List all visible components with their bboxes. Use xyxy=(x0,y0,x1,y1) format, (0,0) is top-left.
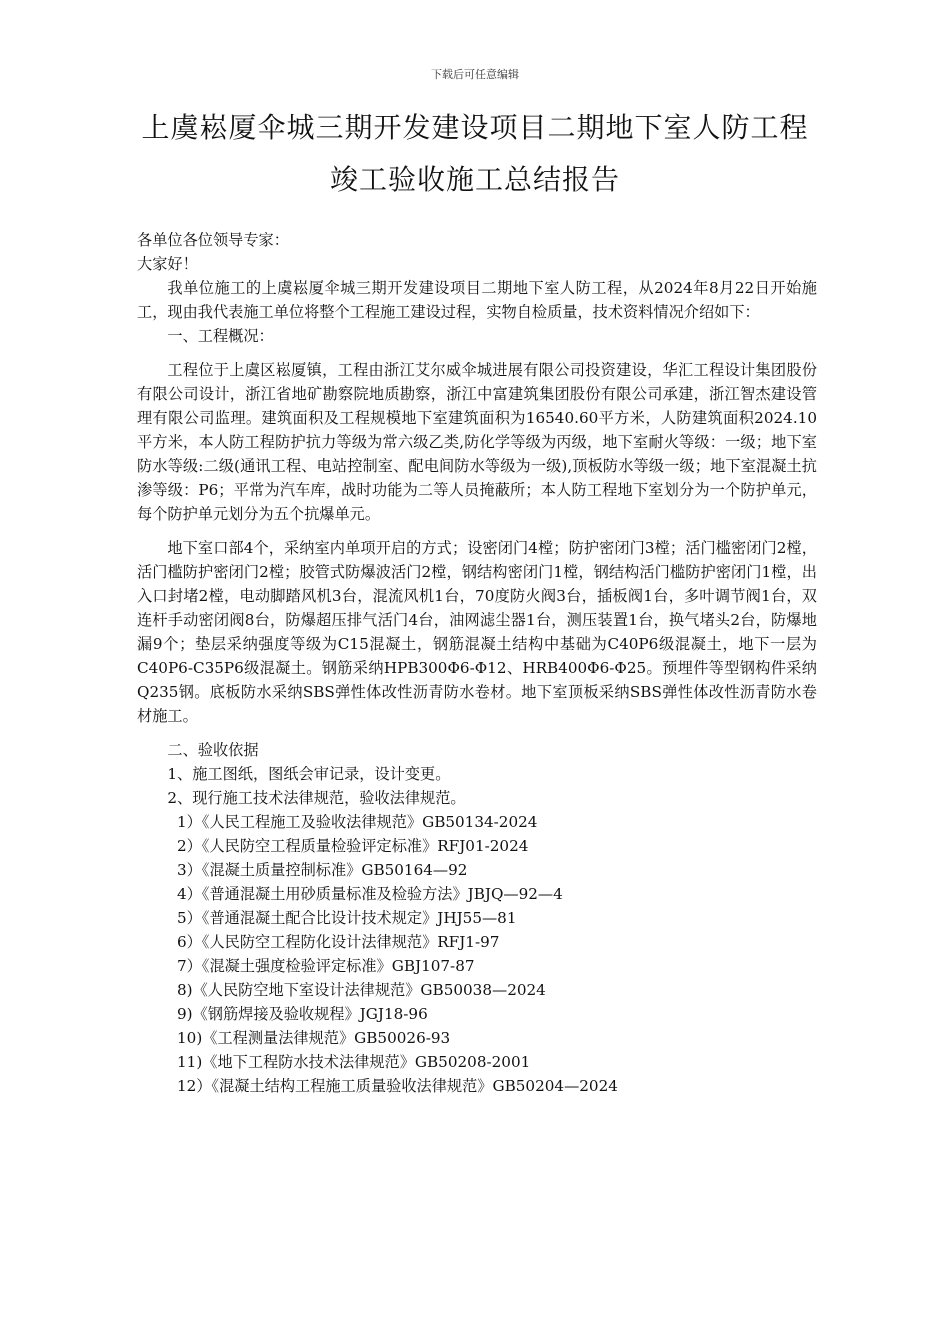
section-1-heading: 一、工程概况： xyxy=(167,327,274,345)
intro-paragraph: 我单位施工的上虞崧厦伞城三期开发建设项目二期地下室人防工程，从2024年8月22日开始施工，现由我代表施工单位将整个工程施工建设过程，实物自检质量，技术资料情况介绍如下： xyxy=(137,279,817,321)
standards-list xyxy=(137,810,817,1098)
standard-item: 10)《工程测量法律规范》GB50026-93 xyxy=(177,1029,451,1047)
header-note: 下载后可任意编辑 xyxy=(431,68,519,81)
document-title-line-1: 上虞崧厦伞城三期开发建设项目二期地下室人防工程 xyxy=(141,111,809,144)
basis-item: 1、施工图纸，图纸会审记录，设计变更。 xyxy=(167,765,451,783)
standard-item: 9)《钢筋焊接及验收规程》JGJ18-96 xyxy=(177,1005,428,1023)
standard-item: 2）《人民防空工程质量检验评定标准》RFJ01-2024 xyxy=(177,837,529,855)
overview-paragraph-1: 工程位于上虞区崧厦镇，工程由浙江艾尔威伞城进展有限公司投资建设，华汇工程设计集团股份有限公司设计，浙江省地矿勘察院地质勘察，浙江中富建筑集团股份有限公司承建，浙江智杰建设管理有限公司监理。建筑面积及工程规模地下室建筑面积为16540.60平方米，人防建筑面积2024.10平方米，本人防工程防护抗力等级为常六级乙类,防化学等级为丙级，地下室耐火等级：一级；地下室防水等级:二级(通讯工程、电站控制室、配电间防水等级为一级),顶板防水等级一级；地下室混凝土抗渗等级：P6；平常为汽车库，战时功能为二等人员掩蔽所；本人防工程地下室划分为一个防护单元，每个防护单元划分为五个抗爆单元。 xyxy=(137,361,817,523)
greeting: 大家好！ xyxy=(137,255,198,273)
standard-item: 3）《混凝土质量控制标准》GB50164—92 xyxy=(177,861,468,879)
standard-item: 11)《地下工程防水技术法律规范》GB50208-2001 xyxy=(177,1053,531,1071)
document-body xyxy=(137,228,817,1098)
standard-item: 1）《人民工程施工及验收法律规范》GB50134-2024 xyxy=(177,813,538,831)
standard-item: 6）《人民防空工程防化设计法律规范》RFJ1-97 xyxy=(177,933,500,951)
standard-item: 7）《混凝土强度检验评定标准》GBJ107-87 xyxy=(177,957,475,975)
basis-item: 2、现行施工技术法律规范，验收法律规范。 xyxy=(167,789,466,807)
overview-paragraph-2: 地下室口部4个，采纳室内单项开启的方式；设密闭门4樘；防护密闭门3樘；活门槛密闭门2樘，活门槛防护密闭门2樘；胶管式防爆波活门2樘，钢结构密闭门1樘，钢结构活门槛防护密闭门1樘，出入口封堵2樘，电动脚踏风机3台，混流风机1台，70度防火阀3台，插板阀1台，多叶调节阀1台，双连杆手动密闭阀8台，防爆超压排气活门4台，油网滤尘器1台，测压装置1台，换气堵头2台，防爆地漏9个；垫层采纳强度等级为C15混凝土，钢筋混凝土结构中基础为C40P6级混凝土，地下一层为C40P6-C35P6级混凝土。钢筋采纳HPB300Φ6-Φ12、HRB400Φ6-Φ25。预埋件等型钢构件采纳Q235钢。底板防水采纳SBS弹性体改性沥青防水卷材。地下室顶板采纳SBS弹性体改性沥青防水卷材施工。 xyxy=(137,539,817,725)
standard-item: 8)《人民防空地下室设计法律规范》GB50038—2024 xyxy=(177,981,546,999)
document-title-line-2: 竣工验收施工总结报告 xyxy=(329,163,620,196)
section-2-heading: 二、验收依据 xyxy=(167,741,259,759)
standard-item: 5）《普通混凝土配合比设计技术规定》JHJ55—81 xyxy=(177,909,517,927)
standard-item: 4）《普通混凝土用砂质量标准及检验方法》JBJQ—92—4 xyxy=(177,885,563,903)
standard-item: 12）《混凝土结构工程施工质量验收法律规范》GB50204—2024 xyxy=(177,1077,618,1095)
salutation: 各单位各位领导专家： xyxy=(137,231,289,249)
